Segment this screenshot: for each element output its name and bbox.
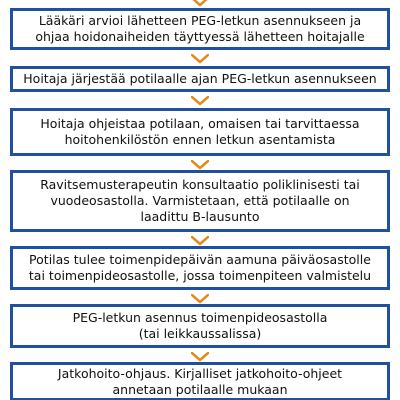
step-3-line-1: Hoitaja ohjeistaa potilaan, omaisen tai tarvittaessa [40, 116, 360, 131]
step-1-line-2: ohjaa hoidonaiheiden täyttyessä lähetteen hoitajalle [35, 29, 365, 44]
step-2-line-1: Hoitaja järjestää potilaalle ajan PEG-letkun asennukseen [23, 71, 377, 86]
step-6-line-1: PEG-letkun asennus toimenpideosastolla [72, 310, 328, 325]
step-3-line-2: hoitohenkilöstön ennen letkun asentamista [64, 132, 336, 147]
step-6-line-2: (tai leikkaussalissa) [138, 326, 262, 341]
step-4-line-1: Ravitsemusterapeutin konsultaatio poliklinisesti tai [40, 177, 360, 192]
flow-arrow [191, 294, 209, 304]
flow-arrow [191, 160, 209, 170]
flow-arrow [191, 96, 209, 106]
step-5-box [10, 246, 390, 290]
flow-arrow [191, 352, 209, 362]
step-4-box [10, 170, 390, 232]
step-4-line-3: laadittu B-lausunto [140, 209, 260, 224]
step-7-box [10, 362, 390, 400]
flow-arrow [191, 0, 209, 7]
flow-arrow [191, 54, 209, 64]
step-1-box [10, 8, 390, 50]
step-7-line-2: annetaan potilaalle mukaan [112, 381, 288, 397]
step-7-line-1: Jatkohoito-ohjaus. Kirjalliset jatkohoito-ohjeet [57, 365, 343, 381]
step-6-box [10, 304, 390, 348]
step-4-line-2: vuodeosastolla. Varmistetaan, että potilaalle on [50, 193, 350, 208]
step-1-line-1: Lääkäri arvioi lähetteen PEG-letkun asennukseen ja [38, 13, 362, 28]
flow-arrow [191, 236, 209, 246]
step-5-line-1: Potilas tulee toimenpidepäivän aamuna päiväosastolle [29, 252, 371, 267]
step-3-box [10, 108, 390, 156]
step-5-line-2: tai toimenpideosastolle, jossa toimenpiteen valmistelu [28, 268, 372, 283]
step-2-box [10, 66, 390, 92]
